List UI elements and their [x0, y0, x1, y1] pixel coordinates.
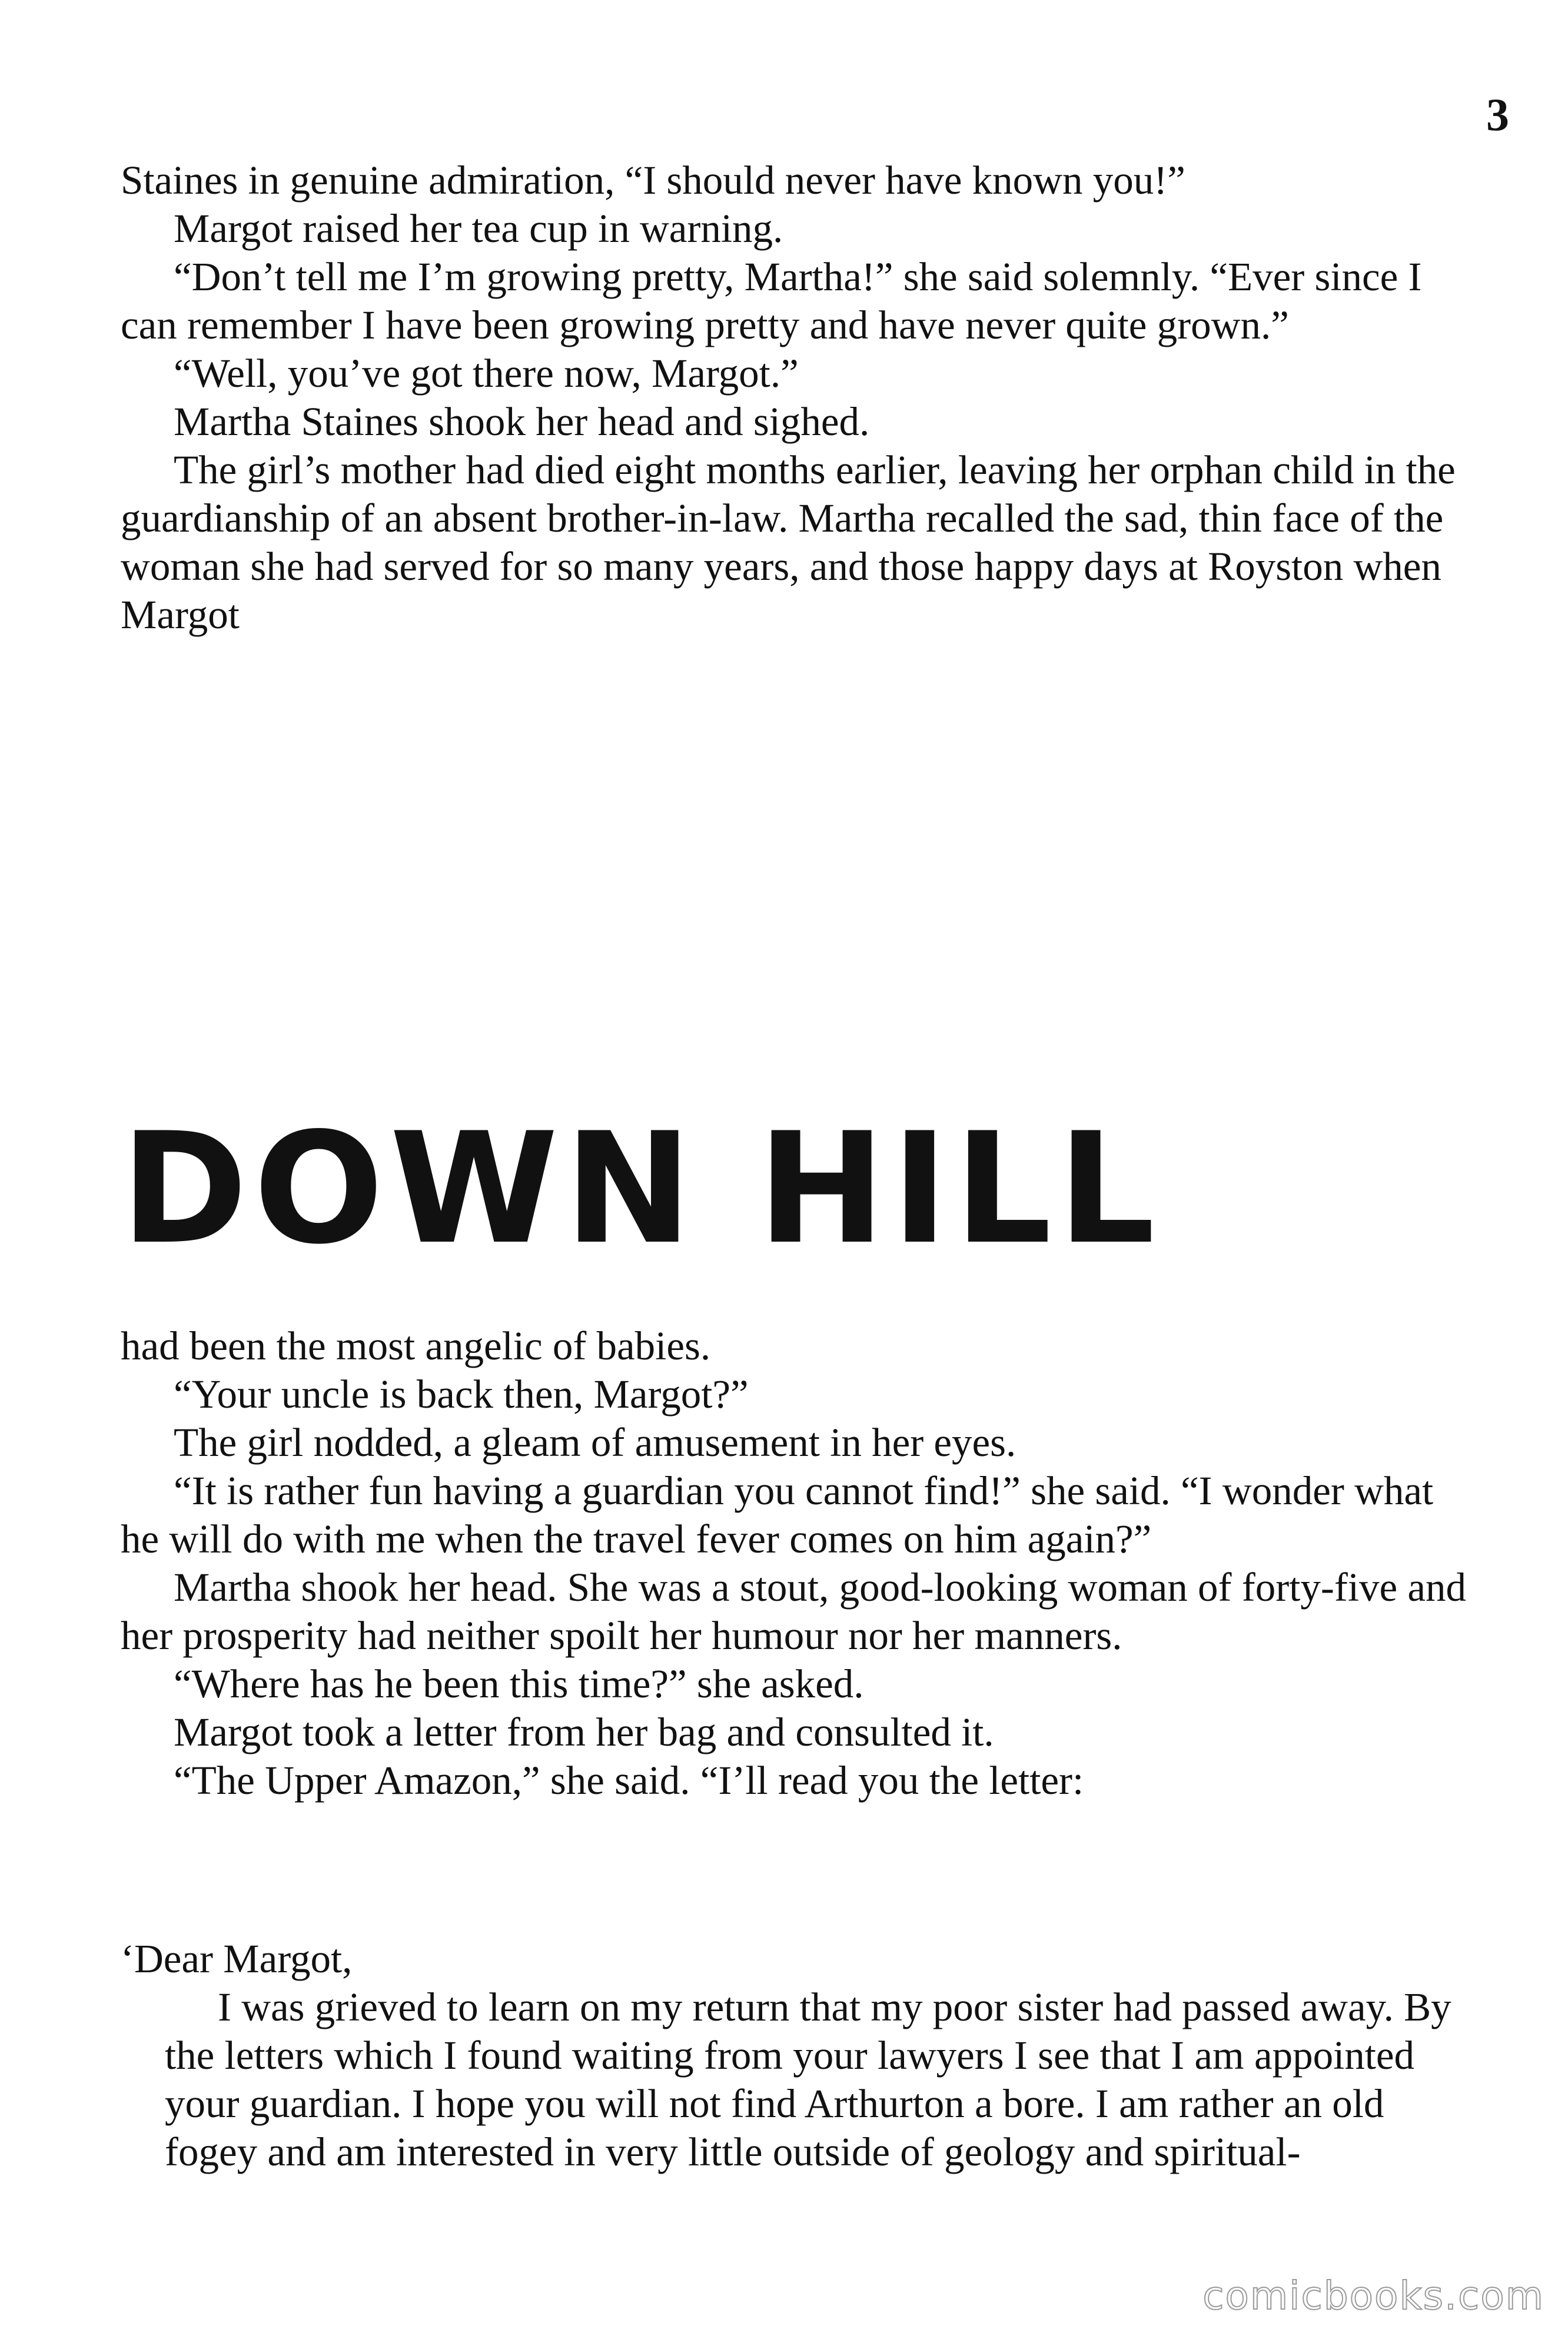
letter-block: [121, 1935, 1474, 2176]
letter-salutation: ‘Dear Margot,: [121, 1936, 353, 1981]
letter-body: I was grieved to learn on my return that my poor sister had passed away. By the letters which I found waiting from your lawyers I see that I am appointed your guardian. I hope you will not find Arthurton a bore. I am rather an old fogey and am interested in very little outside of geology and spiritual-: [165, 1985, 1451, 2174]
paragraph: Staines in genuine admiration, “I should never have known you!”: [121, 158, 1185, 203]
paragraph: The girl nodded, a gleam of amusement in her eyes.: [174, 1420, 1016, 1465]
paragraph: Margot took a letter from her bag and consulted it.: [174, 1710, 994, 1754]
paragraph: “It is rather fun having a guardian you cannot find!” she said. “I wonder what he will do with me when the travel fever comes on him again?”: [121, 1468, 1434, 1561]
page-number: 3: [1486, 89, 1509, 140]
paragraph: Martha shook her head. She was a stout, good-looking woman of forty-five and her prosperity had neither spoilt her humour nor her manners.: [121, 1565, 1467, 1658]
top-text-block: [121, 156, 1474, 639]
paragraph: The girl’s mother had died eight months earlier, leaving her orphan child in the guardianship of an absent brother-in-law. Martha recalled the sad, thin face of the woman she had served for so many years, and those happy days at Royston when Margot: [121, 447, 1456, 637]
bottom-text-block: [121, 1322, 1474, 1804]
paragraph: Margot raised her tea cup in warning.: [174, 206, 783, 251]
paragraph: “Where has he been this time?” she asked.: [174, 1661, 864, 1706]
paragraph: “The Upper Amazon,” she said. “I’ll read you the letter:: [174, 1758, 1084, 1803]
story-headline: DOWN HILL: [121, 1100, 1161, 1278]
paragraph: “Don’t tell me I’m growing pretty, Martha!” she said solemnly. “Ever since I can remember I have been growing pretty and have never quite grown.”: [121, 254, 1422, 347]
paragraph: had been the most angelic of babies.: [121, 1323, 711, 1368]
paragraph: “Well, you’ve got there now, Margot.”: [174, 351, 799, 396]
paragraph: “Your uncle is back then, Margot?”: [174, 1372, 749, 1417]
watermark: comicbooks.com: [1202, 2273, 1544, 2318]
paragraph: Martha Staines shook her head and sighed.: [174, 399, 870, 444]
